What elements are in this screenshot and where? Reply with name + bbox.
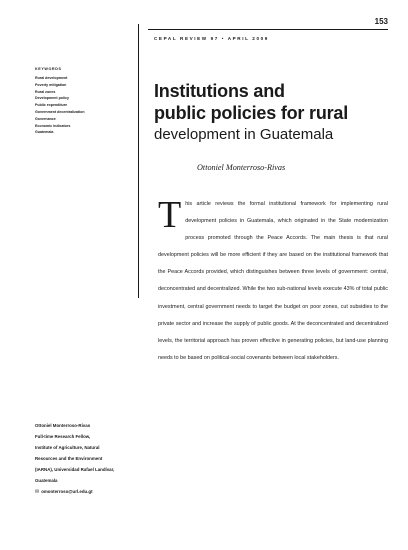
article-title-line2: public policies for rural: [154, 103, 349, 123]
keyword-item: Public expenditure: [35, 103, 68, 108]
author-affiliation: [35, 420, 135, 498]
author-email-line: [35, 486, 135, 498]
article-subtitle: development in Guatemala: [154, 126, 334, 143]
keyword-item: Guatemala: [35, 130, 54, 135]
running-head: CEPAL REVIEW 97 • APRIL 2009: [154, 36, 269, 41]
vertical-divider: [138, 24, 139, 298]
keyword-item: Government decentralization: [35, 109, 85, 114]
affiliation-line: Institute of Agriculture, Natural: [35, 445, 100, 450]
affiliation-line: Full-time Research Fellow,: [35, 434, 91, 439]
envelope-icon: ✉: [35, 489, 40, 495]
abstract: [158, 196, 388, 367]
keyword-item: Governance: [35, 116, 56, 121]
keywords-block: [35, 67, 127, 136]
affiliation-line: Ottoniel Monterroso-Rivas: [35, 423, 91, 428]
keyword-item: Development policy: [35, 96, 69, 101]
affiliation-line: Guatemala: [35, 478, 58, 483]
keyword-item: Economic indicators: [35, 123, 71, 128]
header-rule: [148, 29, 388, 30]
keyword-item: Poverty mitigation: [35, 82, 67, 87]
author-name: Ottoniel Monterroso-Rivas: [197, 163, 286, 172]
affiliation-line: Resources and the Environment: [35, 456, 103, 461]
article-title-block: [154, 80, 394, 144]
keyword-item: Rural development: [35, 76, 68, 80]
drop-cap: T: [158, 194, 182, 236]
keywords-list: [35, 75, 127, 136]
keywords-title: KEYWORDS: [35, 67, 62, 71]
affiliation-line: (IARNA), Universidad Rafael Landívar,: [35, 467, 115, 472]
abstract-text: his article reviews the formal institutional framework for implementing rural development policies in Guatemala, which originated in the State modernization process promoted through the Peace Accords. The main thesis is that rural development policies will be more efficient if they are based on the institutional framework that the Peace Accords provided, which distinguishes between three levels of government: central, deconcentrated and decentralized. While the two sub-national levels execute 43% of total public investment, central government needs to target the budget on poor zones, cut subsidies to the private sector and increase the supply of public goods. At the deconcentrated and decentralized levels, the territorial approach has proven effective in generating policies, but land-use planning needs to be based on political-social covenants between local stakeholders.: [158, 201, 388, 361]
author-email[interactable]: omonterroso@url.edu.gt: [41, 489, 93, 494]
keyword-item: Rural zones: [35, 89, 56, 94]
page-number: 153: [374, 17, 388, 26]
article-title: [154, 80, 394, 124]
article-title-line1: Institutions and: [154, 81, 285, 101]
